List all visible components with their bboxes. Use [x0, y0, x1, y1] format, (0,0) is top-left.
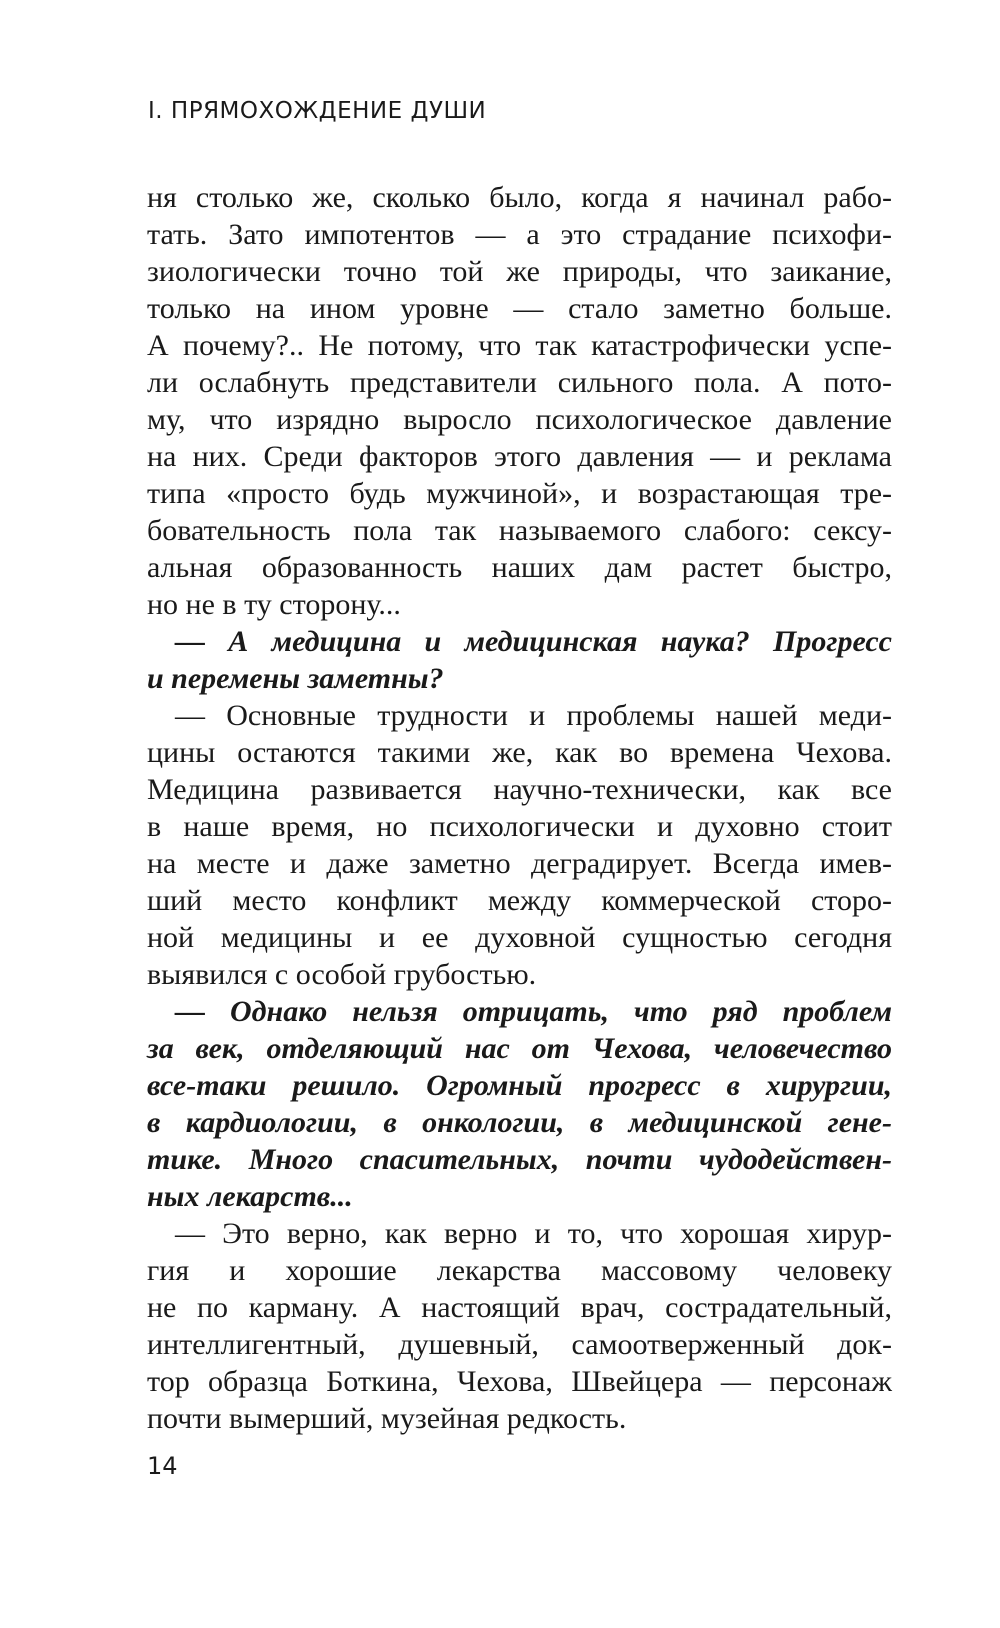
- text-line: ной медицины и ее духовной сущностью сегодня: [147, 921, 892, 954]
- text-line: интеллигентный, душевный, самоотверженный док-: [147, 1328, 892, 1361]
- text-line: — Основные трудности и проблемы нашей меди-: [175, 699, 892, 732]
- interviewer-question-line: в кардиологии, в онкологии, в медицинской гене-: [147, 1106, 892, 1139]
- text-line: А почему?.. Не потому, что так катастрофически успе-: [147, 329, 892, 362]
- text-line: ли ослабнуть представители сильного пола. А пото-: [147, 366, 892, 399]
- text-line: зиологически точно той же природы, что заикание,: [147, 255, 892, 288]
- interviewer-question-line: ных лекарств...: [147, 1180, 353, 1213]
- text-line: тать. Зато импотентов — а это страдание психофи-: [147, 218, 892, 251]
- interviewer-question-line: за век, отделяющий нас от Чехова, человечество: [147, 1032, 892, 1065]
- running-head: I. ПРЯМОХОЖДЕНИЕ ДУШИ: [148, 98, 487, 124]
- text-line: но не в ту сторону...: [147, 588, 401, 621]
- interviewer-question-line: все-таки решило. Огромный прогресс в хирургии,: [147, 1069, 892, 1102]
- text-line: — Это верно, как верно и то, что хорошая хирур-: [175, 1217, 892, 1250]
- text-line: выявился с особой грубостью.: [147, 958, 537, 991]
- interviewer-question-line: — Однако нельзя отрицать, что ряд проблем: [175, 995, 892, 1028]
- text-line: цины остаются такими же, как во времена Чехова.: [147, 736, 892, 769]
- page-number: 14: [147, 1452, 178, 1480]
- interviewer-question-line: тике. Много спасительных, почти чудодействен-: [147, 1143, 892, 1176]
- text-line: на них. Среди факторов этого давления — и реклама: [147, 440, 892, 473]
- text-line: почти вымерший, музейная редкость.: [147, 1402, 627, 1435]
- text-line: на месте и даже заметно деградирует. Всегда имев-: [147, 847, 892, 880]
- text-line: Медицина развивается научно-технически, как все: [147, 773, 892, 806]
- text-line: типа «просто будь мужчиной», и возрастающая тре-: [147, 477, 892, 510]
- text-line: тор образца Боткина, Чехова, Швейцера — персонаж: [147, 1365, 892, 1398]
- text-line: ший место конфликт между коммерческой сторо-: [147, 884, 892, 917]
- interviewer-question-line: — А медицина и медицинская наука? Прогресс: [175, 625, 892, 658]
- text-line: альная образованность наших дам растет быстро,: [147, 551, 892, 584]
- text-line: му, что изрядно выросло психологическое давление: [147, 403, 892, 436]
- interviewer-question-line: и перемены заметны?: [147, 662, 444, 695]
- text-line: ня столько же, сколько было, когда я начинал рабо-: [147, 181, 892, 214]
- text-line: гия и хорошие лекарства массовому человеку: [147, 1254, 892, 1287]
- text-line: не по карману. А настоящий врач, сострадательный,: [147, 1291, 892, 1324]
- text-line: бовательность пола так называемого слабого: сексу-: [147, 514, 892, 547]
- text-line: в наше время, но психологически и духовно стоит: [147, 810, 892, 843]
- text-line: только на ином уровне — стало заметно больше.: [147, 292, 892, 325]
- body-text: [147, 179, 892, 1437]
